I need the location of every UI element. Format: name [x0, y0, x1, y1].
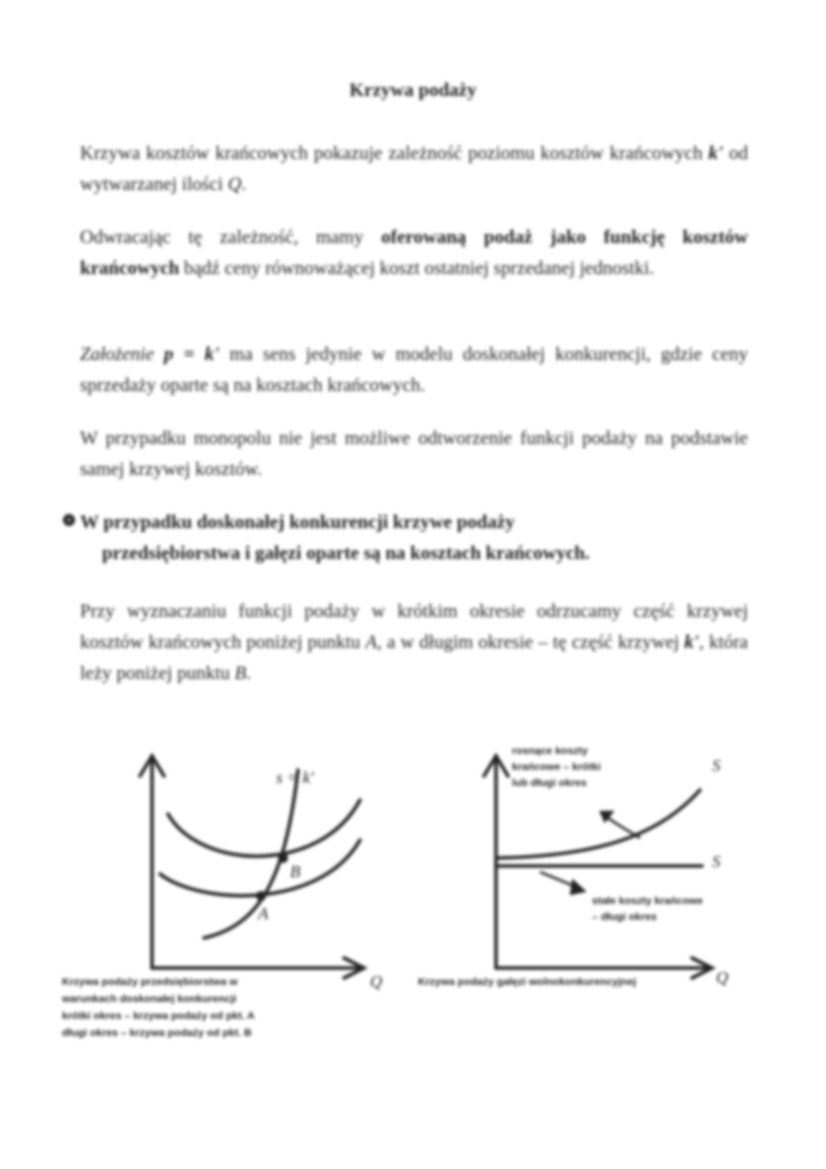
graph1-point-b-label: B [290, 862, 301, 881]
graph2-label-rising-line1: rosnące koszty [512, 745, 588, 757]
p6-text: Przy wyznaczaniu funkcji podaży w krótkim okresie odrzucamy część krzywej kosztów krańcowych poniżej punktu [80, 601, 748, 653]
caption1-line1: Krzywa podaży przedsiębiorstwa w [62, 976, 238, 988]
p2-text-after: bądź ceny równoważącej koszt ostatniej sprzedanej jednostki. [179, 258, 655, 279]
caption1-line2: warunkach doskonałej konkurencji [62, 993, 237, 1005]
p6-k-symbol: k' [684, 632, 700, 653]
p1-k-symbol: k' [708, 143, 724, 164]
p3-text: ma sens jedynie w modelu doskonałej konkurencji, gdzie ceny sprzedaży oparte są na kosztach krańcowych. [80, 344, 749, 396]
p1-text: Krzywa kosztów krańcowych pokazuje zależność poziomu kosztów krańcowych [80, 143, 709, 164]
page-title: Krzywa podaży [349, 80, 477, 101]
graph2-label-flat [592, 893, 772, 925]
graph2-label-flat-line2: – długi okres [592, 911, 657, 923]
p2-text: Odwracając tę zależność, mamy [80, 227, 382, 248]
p2-bold-text: oferowaną podaż jako funkcję kosztów krańcowych [80, 227, 748, 279]
p6-point-a: A [365, 632, 377, 653]
p3-formula: p = k' [164, 344, 220, 365]
graph1-point-a-label: A [258, 904, 269, 923]
p1-text-mid: od wytwarzanej ilości [80, 143, 748, 195]
caption-industry-supply: Krzywa podaży gałęzi wolnokonkurencyjnej [418, 976, 637, 988]
p6-point-b: B [234, 663, 247, 684]
graph2-pointer-flat-arrow-icon [570, 880, 584, 894]
graph2-label-rising [512, 743, 622, 791]
bullet-line-1: W przypadku doskonałej konkurencji krzywe podaży [80, 512, 515, 533]
p6-text-end: . [246, 663, 251, 684]
paragraph-monopoly: W przypadku monopolu nie jest możliwe odtworzenie funkcji podaży na podstawie samej krzywej kosztów. [80, 428, 748, 480]
graph2-label-rising-line2: krańcowe – krótki [512, 761, 601, 773]
graph2-rising-supply-curve [498, 790, 700, 858]
caption1-line3: krótki okres – krzywa podaży od pkt. A [62, 1010, 255, 1022]
graph1-x-label: Q [370, 972, 383, 991]
caption-firm-supply [62, 974, 392, 1042]
p6-text-mid2: , która leży poniżej punktu [80, 632, 748, 684]
p1-q-symbol: Q [227, 174, 242, 195]
p6-text-mid: , a w długim okresie – tę część krzywej [377, 632, 685, 653]
caption1-line4: długi okres – krzywa podaży od pkt. B [62, 1027, 252, 1039]
graph2-label-rising-line3: lub długi okres [512, 777, 587, 789]
graph2-label-flat-line1: stałe koszty krańcowe [592, 895, 703, 907]
p3-lead: Założenie [80, 344, 154, 365]
p1-text-end: . [241, 174, 247, 195]
graph2-x-label: Q [716, 968, 729, 987]
graph2-s-lower-label: S [712, 852, 721, 871]
graph1-curve-label: s = k' [276, 768, 314, 787]
bullet-line-2: przedsiębiorstwa i gałęzi oparte są na kosztach krańcowych. [102, 543, 590, 564]
graph2-s-upper-label: S [712, 756, 721, 775]
